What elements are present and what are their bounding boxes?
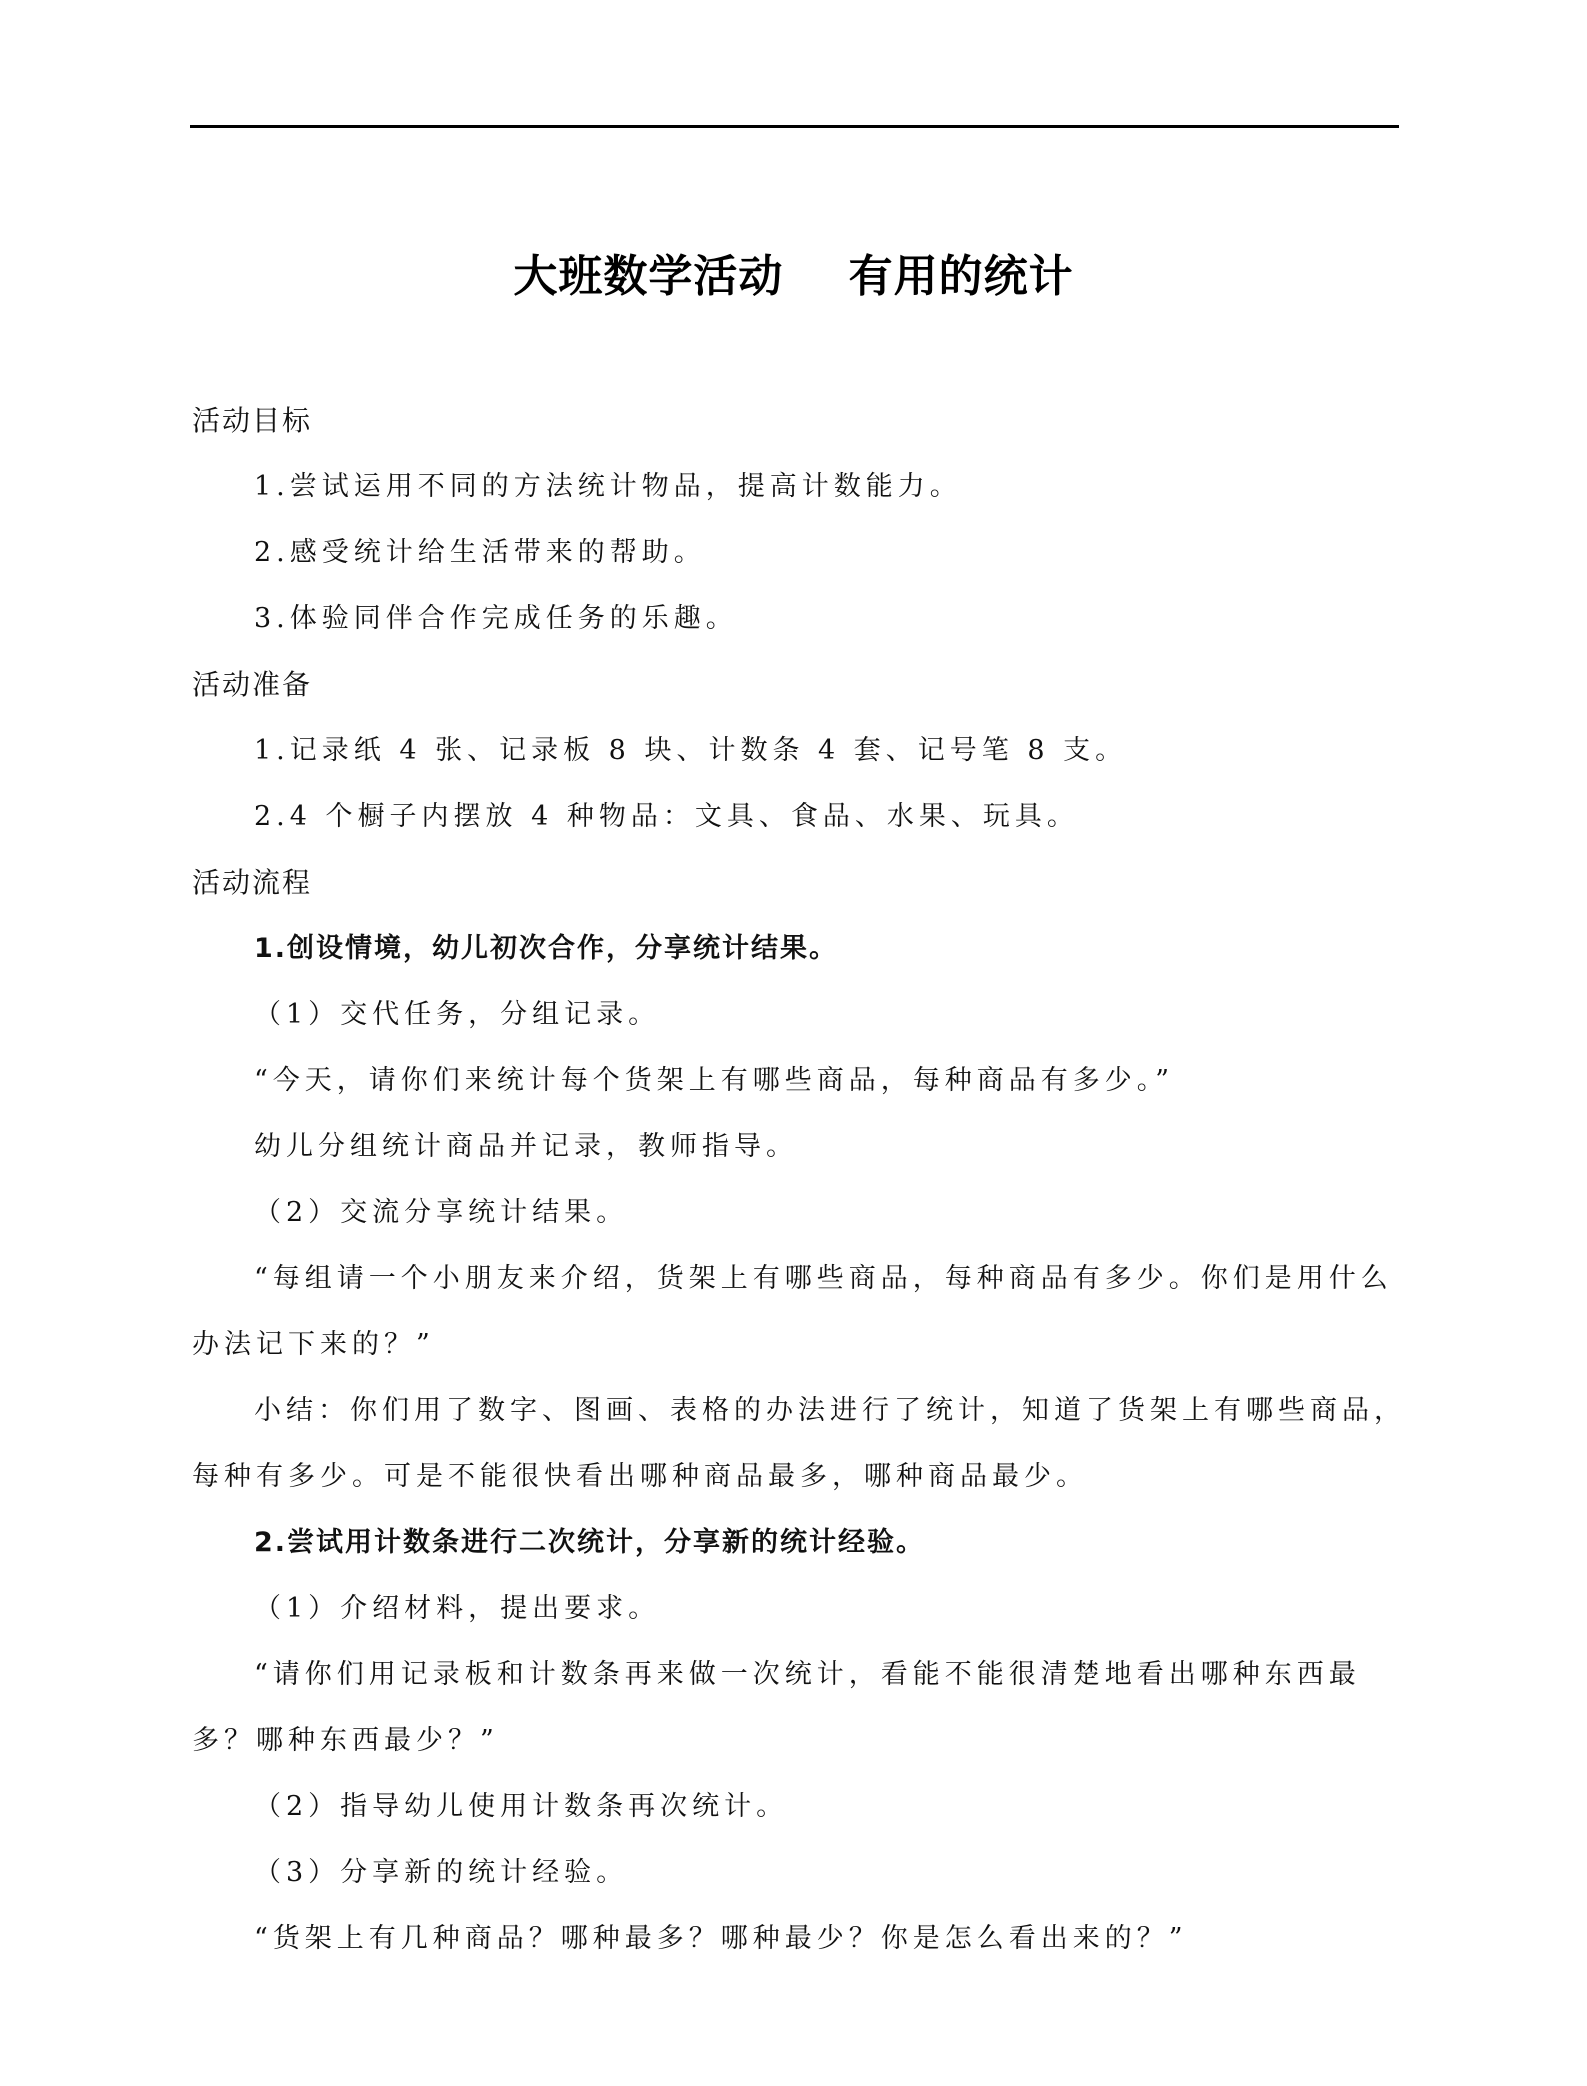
step1-note1: 幼儿分组统计商品并记录，教师指导。 [254, 1131, 798, 1162]
goal-item: 1.尝试运用不同的方法统计物品，提高计数能力。 [254, 471, 962, 502]
step1-sub2: （2）交流分享统计结果。 [254, 1197, 629, 1228]
step2-sub2: （2）指导幼儿使用计数条再次统计。 [254, 1791, 789, 1822]
header-rule [190, 125, 1399, 128]
preparation-item: 1.记录纸 4 张、记录板 8 块、计数条 4 套、记号笔 8 支。 [254, 735, 1128, 766]
step1-summary-cont: 每种有多少。可是不能很快看出哪种商品最多，哪种商品最少。 [192, 1461, 1088, 1492]
preparation-item: 2.4 个橱子内摆放 4 种物品：文具、食品、水果、玩具。 [254, 801, 1079, 832]
step2-title: 2.尝试用计数条进行二次统计，分享新的统计经验。 [254, 1527, 926, 1558]
step2-quote1-cont: 多？哪种东西最少？” [192, 1725, 499, 1756]
step1-quote1: “今天，请你们来统计每个货架上有哪些商品，每种商品有多少。” [254, 1065, 1175, 1096]
step2-quote2: “货架上有几种商品？哪种最多？哪种最少？你是怎么看出来的？” [254, 1923, 1188, 1954]
step1-sub1: （1）交代任务，分组记录。 [254, 999, 661, 1030]
step1-quote2-cont: 办法记下来的？” [192, 1329, 435, 1360]
step1-quote2: “每组请一个小朋友来介绍，货架上有哪些商品，每种商品有多少。你们是用什么 [254, 1263, 1393, 1294]
document-body [192, 388, 1406, 1972]
goal-item: 2.感受统计给生活带来的帮助。 [254, 537, 706, 568]
step2-sub3: （3）分享新的统计经验。 [254, 1857, 629, 1888]
goal-item: 3.体验同伴合作完成任务的乐趣。 [254, 603, 738, 634]
section-heading-goals: 活动目标 [192, 404, 313, 437]
step1-title: 1.创设情境，幼儿初次合作，分享统计结果。 [254, 933, 839, 964]
section-heading-process: 活动流程 [192, 866, 313, 899]
document-title: 大班数学活动 有用的统计 [513, 251, 1074, 302]
step1-summary: 小结：你们用了数字、图画、表格的办法进行了统计，知道了货架上有哪些商品， [254, 1395, 1406, 1426]
step2-sub1: （1）介绍材料，提出要求。 [254, 1593, 661, 1624]
section-heading-preparation: 活动准备 [192, 668, 313, 701]
step2-quote1: “请你们用记录板和计数条再来做一次统计，看能不能很清楚地看出哪种东西最 [254, 1659, 1361, 1690]
